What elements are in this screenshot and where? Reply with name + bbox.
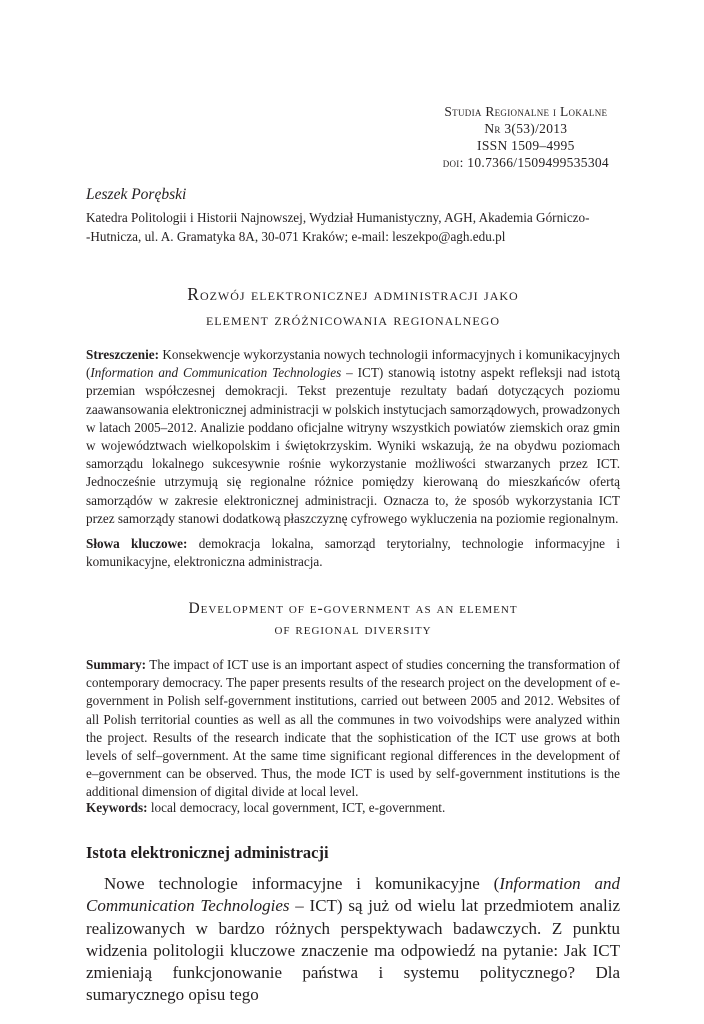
keywords-english	[86, 799, 620, 817]
journal-doi: doi: 10.7366/1509499535304	[442, 155, 609, 170]
article-title-english	[86, 598, 620, 640]
body-italic-term: Information and Communication Technologies	[86, 874, 620, 916]
affiliation-line: Katedra Politologii i Historii Najnowszej, Wydział Humanistyczny, AGH, Akademia Górniczo-	[86, 210, 590, 225]
keywords-label: Słowa kluczowe:	[86, 536, 188, 551]
title-line: of regional diversity	[274, 621, 432, 638]
journal-issue: Nr 3(53)/2013	[484, 121, 568, 136]
keywords-text: local democracy, local government, ICT, e-government.	[147, 800, 446, 815]
title-line: element zróżnicowania regionalnego	[205, 309, 501, 329]
title-line: Development of e-government as an element	[188, 600, 518, 617]
keywords-text: demokracja lokalna, samorząd terytorialny, technologie informacyjne i komunikacyjne, elektroniczna administracja.	[86, 536, 620, 570]
keywords-label: Keywords:	[86, 800, 148, 815]
summary-label: Summary:	[86, 657, 147, 672]
author-affiliation	[86, 208, 620, 246]
body-text: Nowe technologie informacyjne i komunikacyjne (	[104, 874, 500, 893]
author-name: Leszek Porębski	[86, 186, 187, 203]
article-title-polish	[86, 282, 620, 332]
keywords-polish	[86, 535, 620, 571]
summary-text: The impact of ICT use is an important aspect of studies concerning the transformation of contemporary democracy. The paper presents results of the research project on the development of e-government in Polish self-government institutions, carried out between 2005 and 2012. Websites of all Polish territorial counties as well as all the communes in two voivodships were analyzed within the project. Results of the research indicate that the sophistication of the ICT use grows at both levels of self–government. At the same time significant regional differences in the development of e–government can be observed. Thus, the mode ICT is used by self-government institutions is the additional dimension of digital divide at local level.	[86, 657, 620, 800]
journal-name: Studia Regionalne i Lokalne	[444, 104, 608, 119]
section-heading: Istota elektronicznej administracji	[86, 843, 329, 862]
abstract-text: – ICT) stanowią istotny aspekt refleksji nad istotą przemian współczesnej demokracji. Tekst prezentuje rezultaty badań dotyczących poziomu zaawansowania elektronicznej administracji w polskich instytucjach samorządowych, prowadzonych w latach 2005–2012. Analizie poddano oficjalne witryny wszystkich powiatów ziemskich oraz gmin w województwach wielkopolskim i świętokrzyskim. Wyniki wskazują, że na obydwu poziomach samorządu lokalnego sukcesywnie rośnie wykorzystanie możliwości stwarzanych przez ICT. Jednocześnie utrzymują się regionalne różnice pomiędzy kierowaną do mieszkańców ofertą samorządów w zakresie elektronicznej administracji. Oznacza to, że sposób wykorzystania ICT przez samorządy stanowi dodatkową płaszczyznę cyfrowego wykluczenia na poziomie regionalnym.	[86, 365, 620, 526]
journal-issn: ISSN 1509–4995	[477, 138, 575, 153]
journal-header	[443, 103, 609, 171]
abstract-label: Streszczenie:	[86, 347, 159, 362]
abstract-italic-term: Information and Communication Technologies	[90, 365, 342, 381]
abstract-polish	[86, 346, 620, 528]
title-line: Rozwój elektronicznej administracji jako	[187, 284, 519, 304]
affiliation-line: -Hutnicza, ul. A. Gramatyka 8A, 30-071 Kraków; e-mail: leszekpo@agh.edu.pl	[86, 229, 506, 244]
abstract-text: Konsekwencje wykorzystania nowych technologii informacyjnych i komunikacyjnych (	[86, 347, 620, 381]
body-text: – ICT) są już od wielu lat przedmiotem analiz realizowanych w bardzo różnych perspektywach badawczych. Z punktu widzenia politologii kluczowe znaczenie ma odpowiedź na pytanie: Jak ICT zmieniają funkcjonowanie państwa i systemu politycznego? Dla sumarycznego opisu tego	[86, 896, 620, 1005]
body-paragraph	[86, 873, 620, 1007]
summary-english	[86, 656, 620, 802]
